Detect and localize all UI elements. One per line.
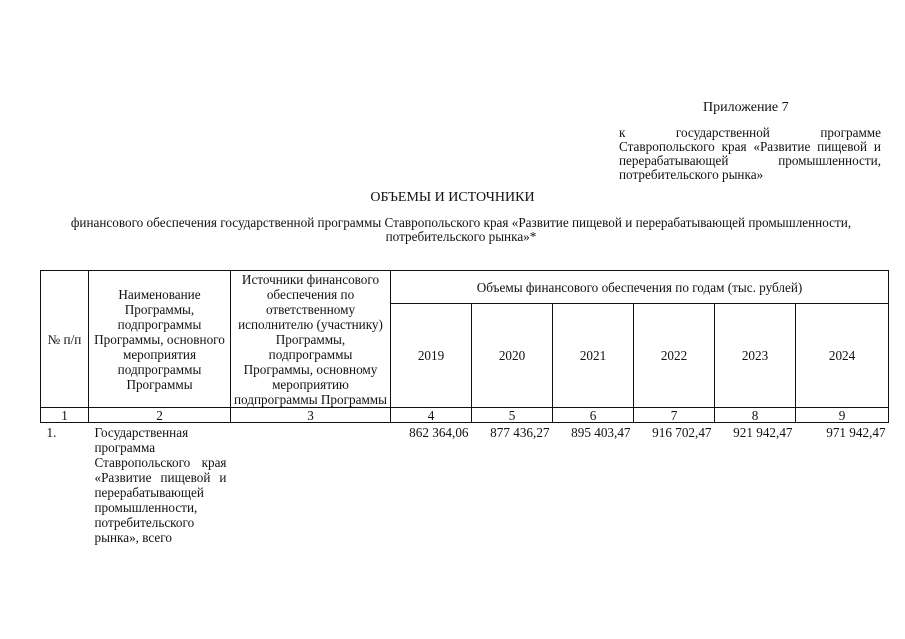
- row-value-2023: 921 942,47: [715, 423, 796, 546]
- header-num: № п/п: [41, 271, 89, 408]
- column-numbers-row: [41, 408, 889, 423]
- column-number: 8: [715, 408, 796, 423]
- row-value-2019: 862 364,06: [391, 423, 472, 546]
- header-year: 2021: [553, 304, 634, 408]
- row-value-2022: 916 702,47: [634, 423, 715, 546]
- column-number: 2: [89, 408, 231, 423]
- column-number: 1: [41, 408, 89, 423]
- table-row: [41, 423, 889, 546]
- row-number: 1.: [41, 423, 89, 546]
- header-source: Источники финансового обеспечения по ответственному исполнителю (участнику) Программы, подпрограммы Программы, основному мероприятию подпрограммы Программы: [231, 271, 391, 408]
- column-number: 3: [231, 408, 391, 423]
- appendix-label: Приложение 7: [703, 100, 789, 115]
- document-subtitle: финансового обеспечения государственной программы Ставропольского края «Развитие пищевой и перерабатывающей промышленности, потребительского рынка»*: [70, 215, 852, 244]
- column-number: 7: [634, 408, 715, 423]
- header-year: 2020: [472, 304, 553, 408]
- funding-table: [40, 270, 889, 545]
- header-year: 2023: [715, 304, 796, 408]
- table-header-row: [41, 271, 889, 304]
- row-name: Государственная программа Ставропольского края «Развитие пищевой и перерабатывающей промышленности, потребительского рынка», всего: [89, 423, 231, 546]
- column-number: 9: [796, 408, 889, 423]
- row-value-2021: 895 403,47: [553, 423, 634, 546]
- appendix-subtitle: к государственной программе Ставропольского края «Развитие пищевой и перерабатывающей промышленности, потребительского рынка»: [619, 125, 881, 182]
- column-number: 4: [391, 408, 472, 423]
- header-year: 2019: [391, 304, 472, 408]
- row-value-2024: 971 942,47: [796, 423, 889, 546]
- header-year: 2022: [634, 304, 715, 408]
- row-value-2020: 877 436,27: [472, 423, 553, 546]
- column-number: 6: [553, 408, 634, 423]
- header-volumes: Объемы финансового обеспечения по годам (тыс. рублей): [391, 271, 889, 304]
- row-source: [231, 423, 391, 546]
- header-year: 2024: [796, 304, 889, 408]
- column-number: 5: [472, 408, 553, 423]
- document-title: ОБЪЕМЫ И ИСТОЧНИКИ: [370, 190, 535, 205]
- header-name: Наименование Программы, подпрограммы Программы, основного мероприятия подпрограммы Программы: [89, 271, 231, 408]
